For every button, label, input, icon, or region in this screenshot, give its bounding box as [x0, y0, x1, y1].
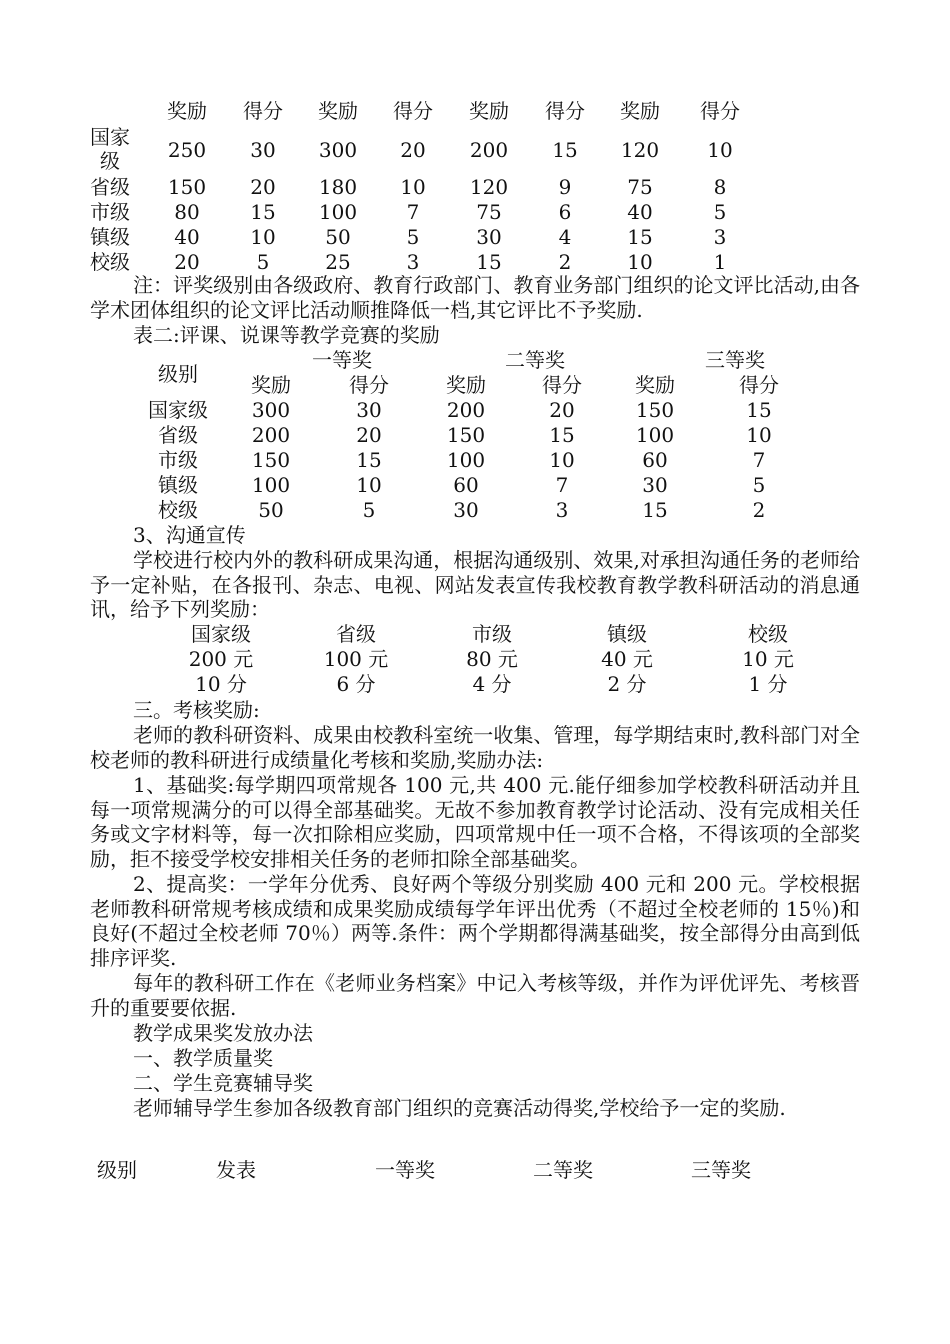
- table-1-value-cell: 75: [476, 200, 502, 224]
- table-1-value-cell: 40: [174, 225, 200, 249]
- table-3-header-cell: 级别: [97, 1158, 137, 1182]
- results-title: 教学成果奖发放办法: [133, 1021, 313, 1045]
- table-1-value-cell: 10: [250, 225, 276, 249]
- table-1-level-cell: 级: [100, 149, 120, 173]
- table-1-level-cell: 镇级: [90, 225, 130, 249]
- comm-points-cell: 2 分: [607, 672, 647, 696]
- table-2-subheader-cell: 奖励: [446, 373, 486, 397]
- assess-title: 三。考核奖励:: [133, 698, 260, 722]
- table-1-value-cell: 8: [713, 175, 727, 199]
- comm-money-cell: 200 元: [188, 647, 254, 671]
- table-2-value-cell: 3: [555, 498, 569, 522]
- table-1-value-cell: 15: [627, 225, 653, 249]
- results-paragraph: 老师辅导学生参加各级教育部门组织的竞赛活动得奖,学校给予一定的奖励.: [133, 1096, 786, 1120]
- table-2-level-header: 级别: [158, 362, 198, 386]
- table-1-value-cell: 2: [558, 250, 572, 274]
- table-1-value-cell: 7: [406, 200, 420, 224]
- results-item-1: 一、教学质量奖: [133, 1046, 273, 1070]
- table-1-value-cell: 9: [558, 175, 572, 199]
- table-2-value-cell: 10: [746, 423, 772, 447]
- table-2-subheader-cell: 奖励: [635, 373, 675, 397]
- table-1-value-cell: 15: [476, 250, 502, 274]
- table-1-value-cell: 30: [476, 225, 502, 249]
- table-2-value-cell: 60: [453, 473, 479, 497]
- table-2-value-cell: 10: [356, 473, 382, 497]
- table-2-level-cell: 市级: [158, 448, 198, 472]
- table-1-value-cell: 75: [627, 175, 653, 199]
- table-2-caption: 表二:评课、说课等教学竞赛的奖励: [133, 323, 440, 347]
- comm-level-cell: 校级: [748, 622, 788, 646]
- table-1-value-cell: 120: [620, 138, 660, 162]
- comm-points-cell: 1 分: [748, 672, 788, 696]
- table-3-header-cell: 发表: [216, 1158, 256, 1182]
- table-1-value-cell: 3: [713, 225, 727, 249]
- table-1-value-cell: 100: [318, 200, 358, 224]
- table-2-value-cell: 30: [356, 398, 382, 422]
- table-2-value-cell: 300: [251, 398, 291, 422]
- comm-points-cell: 4 分: [472, 672, 512, 696]
- table-1-value-cell: 10: [400, 175, 426, 199]
- table-2-value-cell: 5: [752, 473, 766, 497]
- table-2-level-cell: 镇级: [158, 473, 198, 497]
- table-1-value-cell: 20: [400, 138, 426, 162]
- table-1-level-cell: 国家: [90, 125, 130, 149]
- table-1-value-cell: 200: [469, 138, 509, 162]
- table-2-value-cell: 7: [555, 473, 569, 497]
- table-1-value-cell: 3: [406, 250, 420, 274]
- table-2-value-cell: 30: [642, 473, 668, 497]
- table-3-header-cell: 二等奖: [533, 1158, 593, 1182]
- table-1-value-cell: 20: [174, 250, 200, 274]
- assess-paragraph-3: 2、提高奖：一学年分优秀、良好两个等级分别奖励 400 元和 200 元。学校根据老师教科研常规考核成绩和成果奖励成绩每学年评出优秀（不超过全校老师的 15％)和良好(不超过全校老师 70％）两等.条件：两个学期都得满基础奖，按全部得分由高到低排序评奖.: [90, 872, 860, 971]
- table-2-level-cell: 国家级: [148, 398, 208, 422]
- comm-level-cell: 省级: [336, 622, 376, 646]
- table-2-value-cell: 15: [746, 398, 772, 422]
- results-item-2: 二、学生竞赛辅导奖: [133, 1071, 313, 1095]
- table-1-level-cell: 校级: [90, 250, 130, 274]
- table-1-value-cell: 30: [250, 138, 276, 162]
- table-2-value-cell: 150: [446, 423, 486, 447]
- assess-paragraph-4: 每年的教科研工作在《老师业务档案》中记入考核等级，并作为评优评先、考核晋升的重要要依据.: [90, 971, 860, 1020]
- table-2-value-cell: 2: [752, 498, 766, 522]
- table-1-level-cell: 市级: [90, 200, 130, 224]
- section-3-title: 3、沟通宣传: [133, 523, 246, 547]
- table-1-value-cell: 250: [167, 138, 207, 162]
- table-1-value-cell: 1: [713, 250, 727, 274]
- table-1-value-cell: 15: [250, 200, 276, 224]
- table-1-header-cell: 奖励: [620, 99, 660, 123]
- table-1-value-cell: 15: [552, 138, 578, 162]
- comm-money-cell: 100 元: [323, 647, 389, 671]
- table-2-value-cell: 100: [635, 423, 675, 447]
- table-2-value-cell: 150: [251, 448, 291, 472]
- table-1-value-cell: 50: [325, 225, 351, 249]
- table-2-level-cell: 省级: [158, 423, 198, 447]
- table-3-header-cell: 一等奖: [375, 1158, 435, 1182]
- table-2-value-cell: 200: [446, 398, 486, 422]
- table-1-value-cell: 5: [713, 200, 727, 224]
- table-1-value-cell: 20: [250, 175, 276, 199]
- table-1-header-cell: 得分: [393, 99, 433, 123]
- table-1-value-cell: 300: [318, 138, 358, 162]
- table-2-value-cell: 15: [642, 498, 668, 522]
- comm-level-cell: 市级: [472, 622, 512, 646]
- comm-points-cell: 6 分: [336, 672, 376, 696]
- table-1-value-cell: 180: [318, 175, 358, 199]
- comm-level-cell: 镇级: [607, 622, 647, 646]
- table-2-subheader-cell: 奖励: [251, 373, 291, 397]
- table-1-value-cell: 25: [325, 250, 351, 274]
- table-1-header-cell: 得分: [700, 99, 740, 123]
- comm-level-cell: 国家级: [191, 622, 251, 646]
- table-2-value-cell: 20: [549, 398, 575, 422]
- table-1-value-cell: 120: [469, 175, 509, 199]
- table-2-subheader-cell: 得分: [739, 373, 779, 397]
- table-2-value-cell: 150: [635, 398, 675, 422]
- comm-money-cell: 80 元: [466, 647, 518, 671]
- table-1-header-cell: 奖励: [469, 99, 509, 123]
- table-1-value-cell: 10: [707, 138, 733, 162]
- table-1-header-cell: 得分: [545, 99, 585, 123]
- table-1-level-cell: 省级: [90, 175, 130, 199]
- table-1-value-cell: 6: [558, 200, 572, 224]
- section-3-paragraph: 学校进行校内外的教科研成果沟通，根据沟通级别、效果,对承担沟通任务的老师给予一定补贴，在各报刊、杂志、电视、网站发表宣传我校教育教学教科研活动的消息通讯，给予下列奖励：: [90, 548, 860, 622]
- table-2-value-cell: 10: [549, 448, 575, 472]
- note-paragraph: 注：评奖级别由各级政府、教育行政部门、教育业务部门组织的论文评比活动,由各学术团体组织的论文评比活动顺推降低一档,其它评比不予奖励.: [90, 273, 860, 322]
- table-2-value-cell: 15: [549, 423, 575, 447]
- assess-paragraph-1: 老师的教科研资料、成果由校教科室统一收集、管理，每学期结束时,教科部门对全校老师的教科研进行成绩量化考核和奖励,奖励办法:: [90, 723, 860, 772]
- table-1-header-cell: 得分: [243, 99, 283, 123]
- table-1-value-cell: 5: [256, 250, 270, 274]
- table-1-value-cell: 40: [627, 200, 653, 224]
- table-1-header-cell: 奖励: [167, 99, 207, 123]
- table-2-level-cell: 校级: [158, 498, 198, 522]
- table-2-value-cell: 30: [453, 498, 479, 522]
- table-2-value-cell: 50: [258, 498, 284, 522]
- table-2-value-cell: 7: [752, 448, 766, 472]
- table-2-subheader-cell: 得分: [349, 373, 389, 397]
- table-2-value-cell: 60: [642, 448, 668, 472]
- table-2-group-header: 一等奖: [312, 348, 372, 372]
- table-2-group-header: 三等奖: [705, 348, 765, 372]
- comm-money-cell: 10 元: [742, 647, 794, 671]
- table-1-value-cell: 4: [558, 225, 572, 249]
- table-2-value-cell: 15: [356, 448, 382, 472]
- table-1-value-cell: 5: [406, 225, 420, 249]
- table-1-value-cell: 10: [627, 250, 653, 274]
- table-2-group-header: 二等奖: [505, 348, 565, 372]
- table-1-value-cell: 80: [174, 200, 200, 224]
- table-1-value-cell: 150: [167, 175, 207, 199]
- comm-money-cell: 40 元: [601, 647, 653, 671]
- table-2-value-cell: 200: [251, 423, 291, 447]
- comm-points-cell: 10 分: [195, 672, 247, 696]
- table-2-value-cell: 100: [251, 473, 291, 497]
- table-2-value-cell: 100: [446, 448, 486, 472]
- table-3-header-cell: 三等奖: [691, 1158, 751, 1182]
- table-2-subheader-cell: 得分: [542, 373, 582, 397]
- assess-paragraph-2: 1、基础奖:每学期四项常规各 100 元,共 400 元.能仔细参加学校教科研活动并且每一项常规满分的可以得全部基础奖。无故不参加教育教学讨论活动、没有完成相关任务或文字材料等，每一次扣除相应奖励，四项常规中任一项不合格，不得该项的全部奖励，拒不接受学校安排相关任务的老师扣除全部基础奖。: [90, 773, 860, 872]
- table-1-header-cell: 奖励: [318, 99, 358, 123]
- table-2-value-cell: 5: [362, 498, 376, 522]
- table-2-value-cell: 20: [356, 423, 382, 447]
